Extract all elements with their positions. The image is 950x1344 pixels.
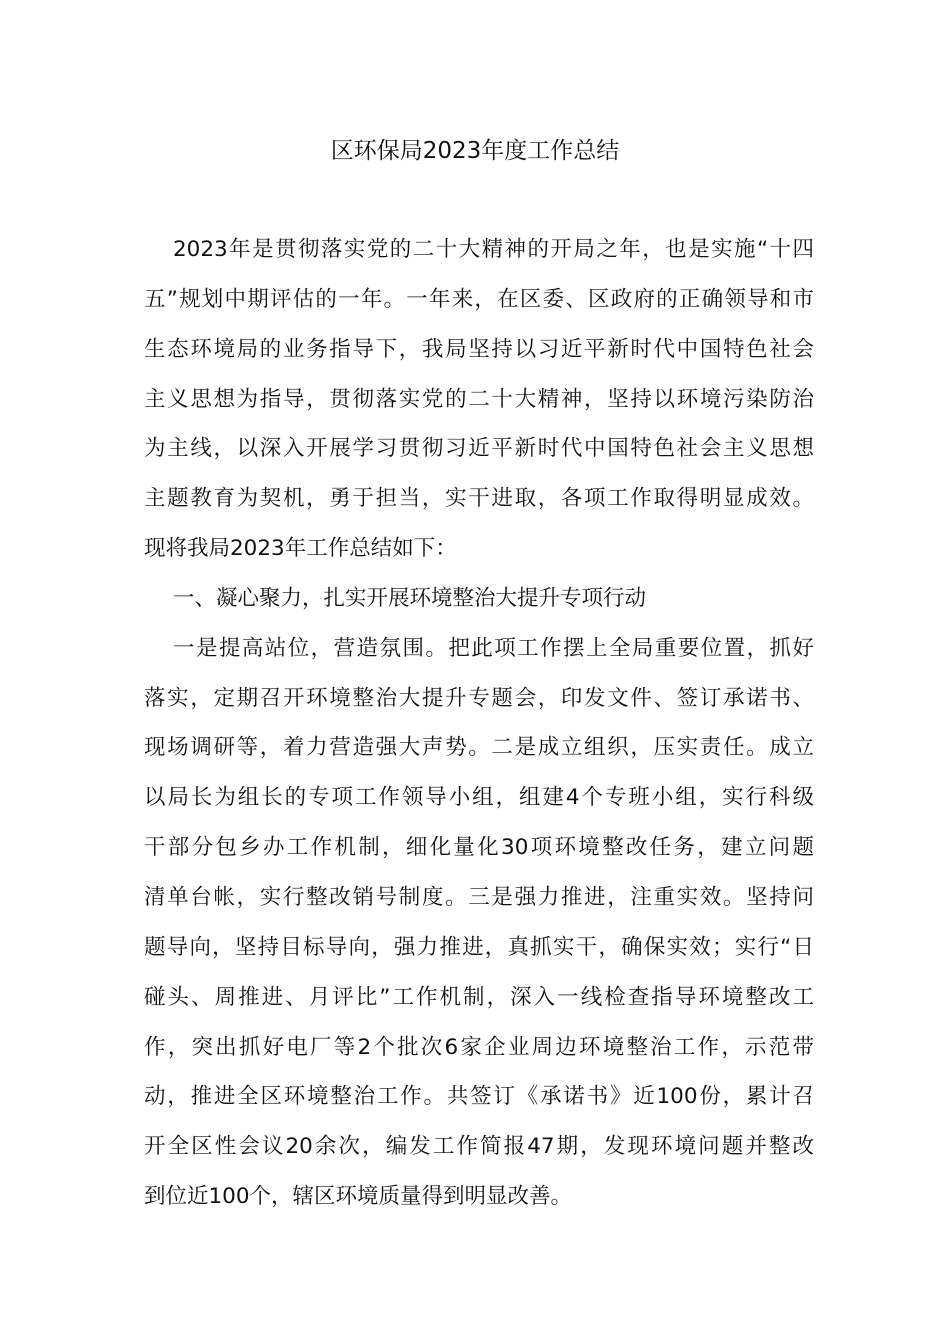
section-heading — [144, 574, 814, 624]
text-line: 以局长为组长的专项工作领导小组，组建4个专班小组，实行科级 — [144, 785, 814, 811]
text-line: 生态环境局的业务指导下，我局坚持以习近平新时代中国特色社会 — [144, 336, 814, 362]
text-line: 2023年是贯彻落实党的二十大精神的开局之年，也是实施“十四 — [173, 237, 814, 262]
text-line: 主题教育为契机，勇于担当，实干进取，各项工作取得明显成效。 — [144, 486, 814, 512]
text-line: 干部分包乡办工作机制，细化量化30项环境整改任务，建立问题 — [144, 835, 814, 861]
text-line: 到位近100个，辖区环境质量得到明显改善。 — [144, 1184, 573, 1210]
text-line: 作，突出抓好电厂等2个批次6家企业周边环境整治工作，示范带 — [144, 1034, 814, 1060]
text-line: 动，推进全区环境整治工作。共签订《承诺书》近100份，累计召 — [144, 1084, 814, 1110]
intro-paragraph — [144, 225, 814, 574]
text-line: 现将我局2023年工作总结如下： — [144, 536, 457, 562]
text-line: 主义思想为指导，贯彻落实党的二十大精神，坚持以环境污染防治 — [144, 386, 814, 412]
section-paragraph — [144, 624, 814, 1222]
text-line: 为主线，以深入开展学习贯彻习近平新时代中国特色社会主义思想 — [144, 436, 814, 462]
document-body — [144, 225, 814, 1222]
text-line: 现场调研等，着力营造强大声势。二是成立组织，压实责任。成立 — [144, 735, 814, 761]
document-title: 区环保局2023年度工作总结 — [330, 138, 620, 164]
text-line: 开全区性会议20余次，编发工作简报47期，发现环境问题并整改 — [144, 1134, 814, 1160]
text-line: 一是提高站位，营造氛围。把此项工作摆上全局重要位置，抓好 — [173, 635, 814, 661]
text-line: 五”规划中期评估的一年。一年来，在区委、区政府的正确领导和市 — [144, 286, 814, 312]
text-line: 清单台帐，实行整改销号制度。三是强力推进，注重实效。坚持问 — [144, 884, 814, 910]
text-line: 碰头、周推进、月评比”工作机制，深入一线检查指导环境整改工 — [144, 984, 814, 1010]
section-heading-text: 一、凝心聚力，扎实开展环境整治大提升专项行动 — [173, 585, 647, 611]
text-line: 题导向，坚持目标导向，强力推进，真抓实干，确保实效；实行“日 — [144, 934, 814, 960]
text-line: 落实，定期召开环境整治大提升专题会，印发文件、签订承诺书、 — [144, 685, 814, 711]
